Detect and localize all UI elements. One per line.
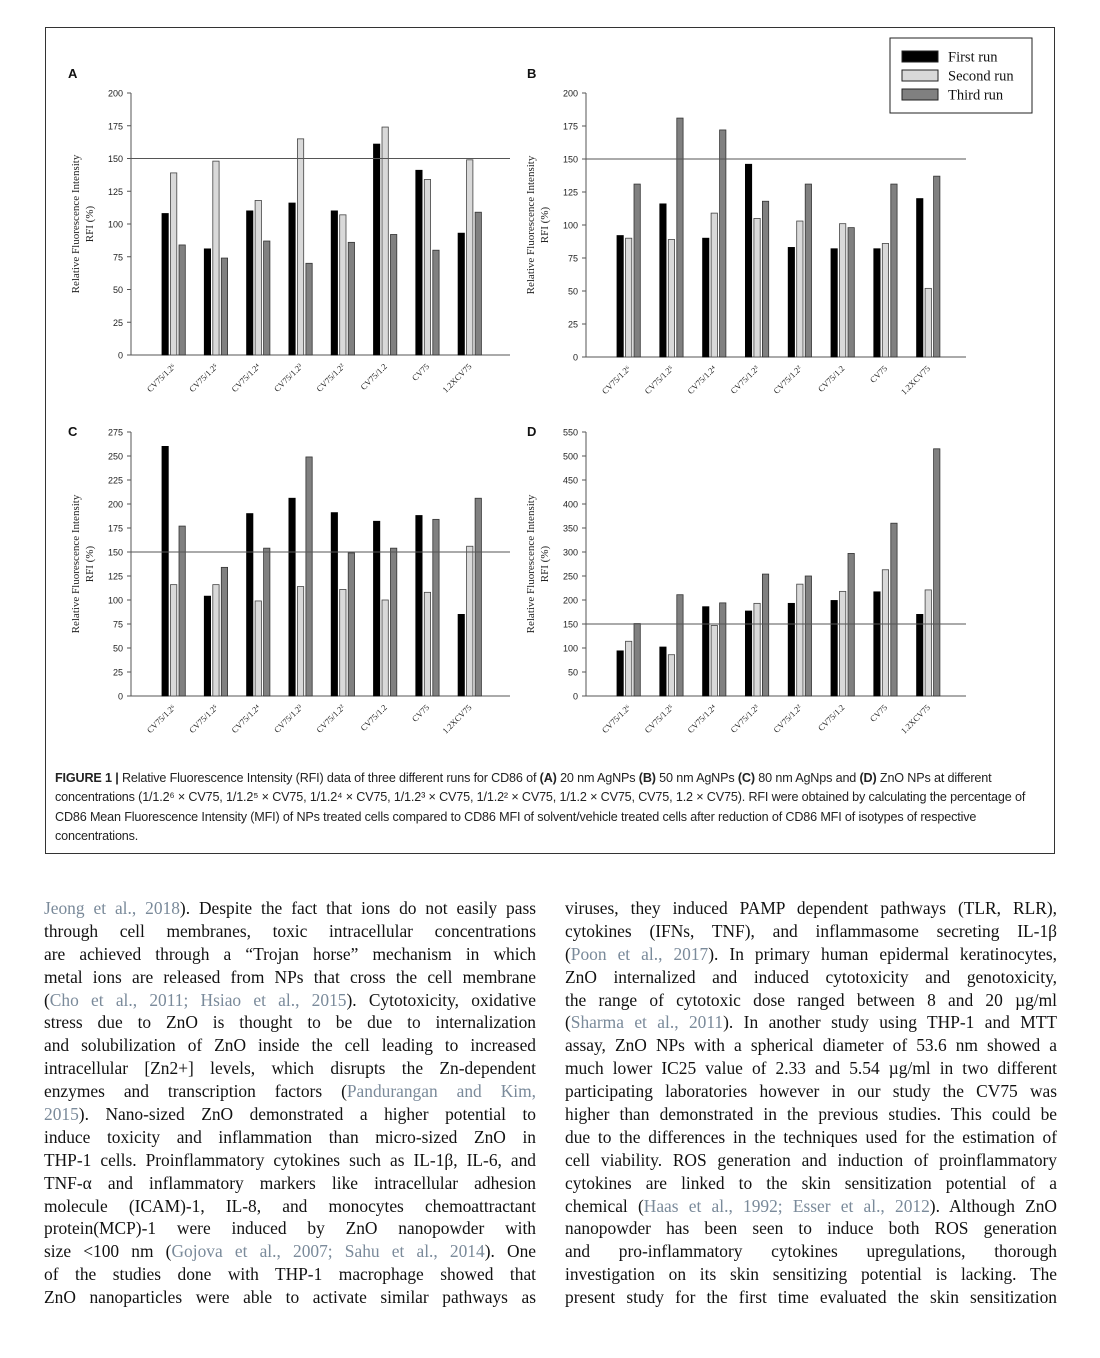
- x-tick-label: 1.2XCV75: [898, 702, 933, 736]
- text-line: [44, 1080, 536, 1103]
- y-tick-label: 175: [107, 121, 123, 132]
- text-line: [44, 966, 536, 989]
- bar-third-run: [677, 595, 683, 696]
- y-tick-label: 500: [562, 451, 578, 462]
- bar-third-run: [720, 130, 726, 357]
- x-tick-label: CV75/1.2⁵: [642, 702, 676, 736]
- bar-third-run: [891, 184, 897, 357]
- body-text: due to the differences in the techniques used for the estimation of: [565, 1126, 1057, 1147]
- y-tick-label: 75: [567, 253, 578, 264]
- text-line: [565, 1240, 1057, 1263]
- bar-second-run: [297, 587, 303, 696]
- bar-first-run: [374, 521, 380, 696]
- y-tick-label: 100: [107, 595, 123, 606]
- bar-first-run: [458, 233, 464, 355]
- x-tick-label: CV75/1.2⁶: [599, 702, 633, 736]
- y-tick-label: 200: [562, 595, 578, 606]
- text-line: [565, 1034, 1057, 1057]
- bar-third-run: [391, 548, 397, 696]
- bar-second-run: [754, 603, 760, 696]
- bar-third-run: [720, 603, 726, 696]
- bar-second-run: [711, 625, 717, 696]
- x-tick-label: CV75: [867, 702, 890, 724]
- bar-first-run: [831, 249, 837, 357]
- bar-first-run: [617, 651, 623, 696]
- bar-first-run: [703, 238, 709, 357]
- y-axis-label: Relative Fluorescence Intensity: [70, 494, 82, 634]
- y-tick-label: 150: [107, 154, 123, 164]
- caption-panel-ref: (B): [638, 771, 656, 785]
- bar-third-run: [306, 457, 312, 696]
- bar-first-run: [660, 204, 666, 357]
- bar-second-run: [213, 161, 219, 355]
- x-tick-label: CV75/1.2⁶: [599, 363, 633, 397]
- x-tick-label: CV75/1.2: [358, 361, 389, 392]
- x-tick-label: CV75/1.2⁴: [685, 363, 719, 397]
- text-line: [44, 1286, 536, 1309]
- body-text: higher than demonstrated in the previous studies. This could be: [565, 1104, 1057, 1125]
- body-text: nanopowder has been seen to induce both ROS generation: [565, 1218, 1057, 1239]
- y-axis-label: RFI (%): [539, 545, 551, 583]
- bar-first-run: [617, 236, 623, 357]
- y-tick-label: 225: [107, 475, 123, 486]
- bar-second-run: [171, 585, 177, 696]
- bar-third-run: [264, 241, 270, 355]
- citation-link[interactable]: Cho et al., 2011; Hsiao et al., 2015: [49, 989, 347, 1010]
- panel-label: B: [527, 66, 537, 81]
- bar-third-run: [348, 242, 354, 355]
- body-text: induce toxicity and inflammation than micro-sized ZnO in: [44, 1126, 536, 1147]
- x-tick-label: CV75/1.2²: [314, 361, 347, 394]
- caption-text: 20 nm AgNPs: [556, 771, 639, 785]
- y-tick-label: 200: [107, 88, 123, 99]
- body-column-left: [44, 897, 536, 1309]
- x-tick-label: CV75/1.2⁵: [642, 363, 676, 397]
- body-text: present study for the first time evaluated the skin sensitization: [565, 1287, 1057, 1308]
- bar-third-run: [934, 176, 940, 357]
- bar-second-run: [925, 288, 931, 357]
- body-column-right: [565, 897, 1057, 1309]
- body-text: cytokines are linked to the skin sensitization potential of a: [565, 1172, 1057, 1193]
- y-axis-label: RFI (%): [84, 205, 96, 243]
- bar-third-run: [348, 553, 354, 696]
- y-tick-label: 300: [562, 547, 578, 558]
- citation-link[interactable]: Poon et al., 2017: [570, 943, 709, 964]
- bar-first-run: [247, 514, 253, 696]
- body-text: TNF-α and inflammatory markers like intracellular adhesion: [44, 1172, 536, 1193]
- bar-third-run: [762, 574, 768, 696]
- bar-second-run: [882, 570, 888, 696]
- bar-second-run: [467, 546, 473, 696]
- text-line: [565, 989, 1057, 1012]
- bar-first-run: [374, 144, 380, 355]
- x-tick-label: CV75/1.2³: [728, 363, 761, 396]
- citation-link[interactable]: Jeong et al., 2018: [44, 898, 180, 918]
- bar-first-run: [788, 603, 794, 696]
- body-text: metal ions are released from NPs that cross the cell membrane: [44, 966, 536, 987]
- caption-panel-ref: (C): [737, 771, 755, 785]
- y-axis-label: Relative Fluorescence Intensity: [70, 154, 82, 294]
- bar-second-run: [382, 600, 388, 696]
- x-tick-label: 1.2XCV75: [898, 363, 933, 397]
- body-text: chemical (: [565, 1195, 644, 1216]
- y-tick-label: 25: [112, 317, 123, 328]
- panel-label: A: [68, 66, 78, 81]
- bar-second-run: [797, 584, 803, 696]
- x-tick-label: CV75/1.2³: [728, 702, 761, 735]
- text-line: [565, 1286, 1057, 1309]
- bar-first-run: [874, 592, 880, 696]
- body-text: ). In another study using THP-1 and MTT: [723, 1012, 1057, 1033]
- body-text: enzymes and transcription factors (: [44, 1081, 347, 1102]
- body-text: (: [44, 989, 50, 1010]
- x-tick-label: CV75/1.2⁶: [144, 702, 178, 736]
- bar-second-run: [340, 589, 346, 696]
- body-text: ). Despite the fact that ions do not easily pass: [179, 898, 536, 918]
- caption-text: ZnO NPs at different concentrations (1/1.2⁶ × CV75, 1/1.2⁵ × CV75, 1/1.2⁴ × CV75, 1/1.2³ × CV75, 1/1.2² × CV75, 1/1.2 × CV75, CV75, 1.2 × CV75). RFI were obtained by calculating the percentage of CD86 Mean Fluorescence Intensity (MFI) of NPs treated cells compared to CD86 MFI of solvent/vehicle treated cells after reduction of CD86 MFI of isotypes of respective concentrations.: [55, 771, 1026, 843]
- citation-link[interactable]: Haas et al., 1992; Esser et al., 2012: [643, 1195, 930, 1216]
- y-tick-label: 250: [107, 451, 123, 462]
- bar-second-run: [626, 238, 632, 357]
- body-text: are achieved through a “Trojan horse” mechanism in which: [44, 943, 536, 964]
- bar-first-run: [162, 446, 168, 696]
- bar-second-run: [754, 218, 760, 357]
- bar-second-run: [467, 160, 473, 355]
- x-tick-label: CV75/1.2⁵: [186, 702, 220, 736]
- x-tick-label: CV75/1.2²: [314, 702, 347, 735]
- y-tick-label: 100: [562, 643, 578, 654]
- body-text: assay, ZnO NPs with a spherical diameter of 53.6 nm showed a: [565, 1035, 1057, 1056]
- text-line: [565, 1103, 1057, 1126]
- text-line: [565, 1057, 1057, 1080]
- bar-second-run: [626, 641, 632, 696]
- y-tick-label: 0: [117, 691, 123, 702]
- text-line: [565, 897, 1057, 920]
- y-axis-label: Relative Fluorescence Intensity: [525, 155, 537, 295]
- bar-third-run: [433, 519, 439, 696]
- bar-second-run: [882, 243, 888, 357]
- body-text: cytokines (IFNs, TNF), and inflammasome secreting IL-1β: [565, 920, 1057, 941]
- y-tick-label: 50: [567, 286, 578, 297]
- y-tick-label: 350: [562, 523, 578, 534]
- bar-second-run: [213, 585, 219, 696]
- bar-third-run: [391, 234, 397, 355]
- figure-label: FIGURE 1 |: [55, 771, 119, 785]
- text-line: [44, 989, 536, 1012]
- body-text: size <100 nm (: [44, 1241, 172, 1262]
- bar-first-run: [416, 170, 422, 355]
- text-line: [44, 1126, 536, 1149]
- body-text: molecule (ICAM)-1, IL-8, and monocytes chemoattractant: [44, 1195, 536, 1216]
- bar-third-run: [306, 263, 312, 355]
- legend-swatch: [902, 51, 938, 62]
- body-text: (: [565, 943, 571, 964]
- x-tick-label: CV75/1.2: [358, 702, 389, 733]
- bar-second-run: [255, 601, 261, 696]
- bar-first-run: [331, 211, 337, 355]
- y-tick-label: 25: [567, 319, 578, 330]
- bar-first-run: [745, 164, 751, 357]
- bar-first-run: [458, 614, 464, 696]
- y-tick-label: 150: [562, 154, 578, 165]
- legend-label: First run: [948, 49, 998, 66]
- bar-third-run: [891, 523, 897, 696]
- body-text: investigation on its skin sensitizing potential is lacking. The: [565, 1264, 1057, 1285]
- text-line: [565, 920, 1057, 943]
- caption-text: 50 nm AgNPs: [655, 771, 738, 785]
- text-line: [565, 943, 1057, 966]
- bar-second-run: [297, 139, 303, 355]
- bar-second-run: [925, 590, 931, 696]
- bar-third-run: [634, 624, 640, 696]
- bar-first-run: [204, 596, 210, 696]
- text-line: [565, 1263, 1057, 1286]
- bar-second-run: [840, 224, 846, 357]
- x-tick-label: CV75: [867, 363, 890, 385]
- body-text: and solubilization of ZnO inside the cell leading to increased: [44, 1035, 536, 1056]
- bar-first-run: [831, 600, 837, 696]
- y-tick-label: 125: [562, 187, 578, 198]
- y-tick-label: 0: [572, 352, 578, 363]
- bar-third-run: [221, 258, 227, 355]
- bar-first-run: [289, 498, 295, 696]
- bar-second-run: [711, 213, 717, 357]
- x-tick-label: CV75/1.2²: [771, 363, 804, 396]
- y-axis-label: Relative Fluorescence Intensity: [525, 494, 537, 634]
- body-text: the range of cytotoxic dose ranged between 8 and 20 µg/ml: [565, 989, 1057, 1010]
- y-tick-label: 50: [112, 285, 123, 295]
- body-text: intracellular [Zn2+] levels, which disrupts the Zn-dependent: [44, 1058, 536, 1079]
- bar-first-run: [917, 199, 923, 357]
- bar-third-run: [805, 184, 811, 357]
- text-line: [565, 1195, 1057, 1218]
- text-line: [44, 897, 536, 920]
- body-text: and pro-inflammatory cytokines upregulations, thorough: [565, 1241, 1057, 1262]
- caption-panel-ref: (A): [539, 771, 557, 785]
- y-tick-label: 100: [107, 219, 123, 230]
- bar-third-run: [848, 553, 854, 696]
- legend-swatch: [902, 70, 938, 81]
- body-text: ). Nano-sized ZnO demonstrated a higher potential to: [78, 1104, 536, 1125]
- bar-second-run: [382, 127, 388, 355]
- y-tick-label: 200: [107, 499, 123, 510]
- body-text: cell viability. ROS generation and induction of proinflammatory: [565, 1149, 1057, 1170]
- citation-link[interactable]: 2015: [44, 1104, 79, 1125]
- body-text: viruses, they induced PAMP dependent pathways (TLR, RLR),: [565, 898, 1057, 918]
- y-tick-label: 150: [107, 547, 123, 558]
- y-tick-label: 25: [112, 667, 123, 678]
- x-tick-label: CV75/1.2: [815, 702, 847, 733]
- bar-third-run: [677, 118, 683, 357]
- chart-panel-d: [525, 424, 966, 736]
- x-tick-label: 1.2XCV75: [440, 361, 474, 395]
- text-line: [44, 1240, 536, 1263]
- body-text: (: [565, 1012, 571, 1033]
- x-tick-label: CV75/1.2³: [271, 702, 305, 735]
- text-line: [565, 1126, 1057, 1149]
- x-tick-label: CV75/1.2⁵: [186, 361, 220, 395]
- y-tick-label: 125: [107, 186, 123, 197]
- body-text: ZnO internalized and induced cytotoxicity and genotoxicity,: [565, 966, 1057, 987]
- bar-second-run: [797, 221, 803, 357]
- text-line: [44, 1217, 536, 1240]
- y-tick-label: 100: [562, 220, 578, 231]
- bar-third-run: [179, 245, 185, 355]
- text-line: [44, 943, 536, 966]
- text-line: [565, 1011, 1057, 1034]
- x-tick-label: 1.2XCV75: [440, 702, 474, 736]
- text-line: [565, 1172, 1057, 1195]
- x-tick-label: CV75/1.2⁴: [685, 702, 719, 736]
- y-tick-label: 75: [112, 252, 123, 263]
- citation-link[interactable]: Pandurangan and Kim,: [346, 1081, 536, 1102]
- y-axis-label: RFI (%): [84, 545, 96, 583]
- bar-third-run: [762, 201, 768, 357]
- bar-third-run: [848, 228, 854, 357]
- bar-second-run: [255, 200, 261, 355]
- x-tick-label: CV75/1.2²: [771, 702, 804, 735]
- bar-third-run: [934, 449, 940, 696]
- bar-third-run: [475, 498, 481, 696]
- bar-first-run: [331, 513, 337, 696]
- bar-second-run: [424, 592, 430, 696]
- y-tick-label: 275: [107, 427, 123, 438]
- citation-link[interactable]: Sharma et al., 2011: [570, 1012, 724, 1033]
- body-text: ). Although ZnO: [929, 1195, 1057, 1216]
- y-tick-label: 175: [107, 523, 123, 534]
- text-line: [44, 1172, 536, 1195]
- x-tick-label: CV75/1.2⁶: [144, 361, 178, 395]
- bar-third-run: [475, 212, 481, 355]
- body-text: much lower IC25 value of 2.33 and 5.54 µg/ml in two different: [565, 1058, 1057, 1079]
- x-tick-label: CV75/1.2⁴: [229, 702, 263, 736]
- bar-first-run: [204, 249, 210, 355]
- y-tick-label: 550: [562, 427, 578, 438]
- body-text: ). Cytotoxicity, oxidative: [346, 989, 536, 1010]
- text-line: [565, 1217, 1057, 1240]
- legend-label: Second run: [948, 68, 1014, 85]
- text-line: [565, 1080, 1057, 1103]
- bar-second-run: [171, 173, 177, 355]
- body-text: ). One: [484, 1241, 536, 1262]
- panel-label: D: [527, 424, 537, 439]
- caption-text: Relative Fluorescence Intensity (RFI) data of three different runs for CD86 of: [118, 771, 540, 785]
- chart-legend: [890, 38, 1032, 113]
- text-line: [565, 1149, 1057, 1172]
- text-line: [565, 966, 1057, 989]
- y-tick-label: 75: [112, 619, 123, 630]
- x-tick-label: CV75/1.2³: [271, 361, 305, 394]
- y-tick-label: 250: [562, 571, 578, 582]
- bar-first-run: [788, 247, 794, 357]
- x-tick-label: CV75/1.2⁴: [229, 361, 263, 395]
- x-tick-label: CV75: [409, 361, 432, 383]
- bar-first-run: [416, 516, 422, 696]
- text-line: [44, 1057, 536, 1080]
- bar-third-run: [433, 250, 439, 355]
- bar-third-run: [264, 548, 270, 696]
- x-tick-label: CV75: [409, 702, 432, 724]
- bar-third-run: [221, 567, 227, 696]
- y-tick-label: 450: [562, 475, 578, 486]
- caption-text: 80 nm AgNps and: [754, 771, 860, 785]
- y-tick-label: 400: [562, 499, 578, 510]
- text-line: [44, 1011, 536, 1034]
- y-tick-label: 125: [107, 571, 123, 582]
- text-line: [44, 1263, 536, 1286]
- body-text: through cell membranes, toxic intracellular concentrations: [44, 920, 536, 941]
- y-tick-label: 200: [562, 88, 578, 99]
- bar-first-run: [247, 211, 253, 355]
- y-tick-label: 0: [572, 691, 578, 702]
- x-tick-label: CV75/1.2: [815, 363, 847, 394]
- body-text: ). In primary human epidermal keratinocytes,: [708, 943, 1057, 964]
- body-text: participating laboratories however in our study the CV75 was: [565, 1081, 1057, 1102]
- bar-second-run: [340, 215, 346, 355]
- y-tick-label: 50: [567, 667, 578, 678]
- bar-first-run: [703, 607, 709, 696]
- chart-panel-b: [525, 66, 966, 397]
- text-line: [44, 1034, 536, 1057]
- y-axis-label: RFI (%): [539, 206, 551, 244]
- body-text: stress due to ZnO is thought to be due to internalization: [44, 1012, 536, 1033]
- text-line: [44, 1195, 536, 1218]
- bar-first-run: [289, 203, 295, 355]
- bar-second-run: [668, 240, 674, 357]
- legend-swatch: [902, 89, 938, 100]
- body-text: protein(MCP)-1 were induced by ZnO nanopowder with: [44, 1218, 536, 1239]
- text-line: [44, 1103, 536, 1126]
- y-tick-label: 175: [562, 121, 578, 132]
- panel-label: C: [68, 424, 78, 439]
- bar-second-run: [840, 591, 846, 696]
- bar-second-run: [668, 655, 674, 696]
- y-tick-label: 150: [562, 619, 578, 630]
- bar-third-run: [634, 184, 640, 357]
- body-text: ZnO nanoparticles were able to activate similar pathways as: [44, 1287, 536, 1308]
- chart-panel-c: [68, 424, 510, 736]
- caption-panel-ref: (D): [859, 771, 877, 785]
- bar-first-run: [917, 614, 923, 696]
- bar-first-run: [162, 214, 168, 355]
- text-line: [44, 1149, 536, 1172]
- chart-panel-a: [68, 66, 510, 395]
- body-text: of the studies done with THP-1 macrophage showed that: [44, 1264, 536, 1285]
- figure-caption: [55, 769, 1050, 846]
- body-text: THP-1 cells. Proinflammatory cytokines such as IL-1β, IL-6, and: [44, 1149, 536, 1170]
- y-tick-label: 0: [117, 350, 123, 361]
- bar-first-run: [874, 249, 880, 357]
- bar-third-run: [805, 576, 811, 696]
- text-line: [44, 920, 536, 943]
- y-tick-label: 50: [112, 643, 123, 654]
- citation-link[interactable]: Gojova et al., 2007; Sahu et al., 2014: [171, 1241, 485, 1262]
- bar-second-run: [424, 179, 430, 355]
- bar-first-run: [660, 647, 666, 696]
- legend-label: Third run: [948, 87, 1004, 104]
